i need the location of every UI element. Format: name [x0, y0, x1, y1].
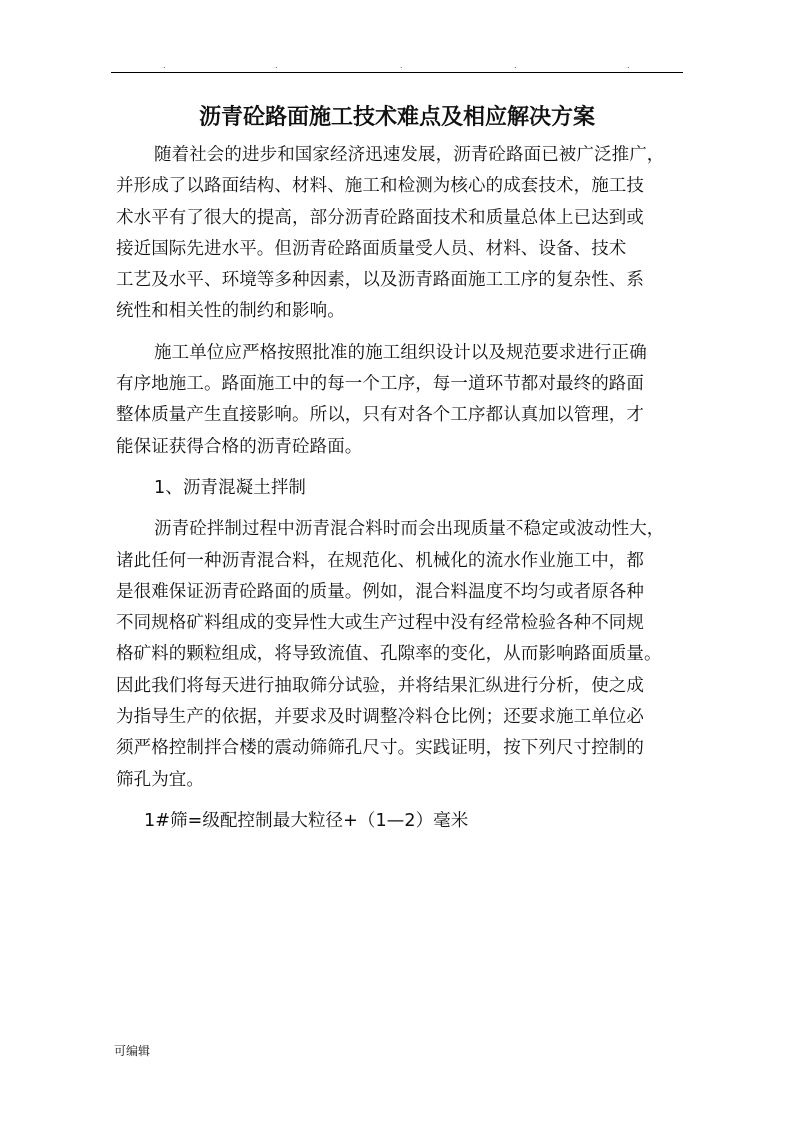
paragraph-line: 接近国际先进水平。但沥青砼路面质量受人员、材料、设备、技术 [116, 238, 627, 259]
formula-line: 1#筛=级配控制最大粒径+（1—2）毫米 [144, 810, 469, 831]
paragraph-line: 因此我们将每天进行抽取筛分试验，并将结果汇纵进行分析，使之成 [116, 675, 644, 696]
footer-editable-label: 可编辑 [114, 1044, 151, 1058]
paragraph-line: 工艺及水平、环境等多种因素，以及沥青路面施工工序的复杂性、系 [116, 270, 644, 291]
paragraph-line: 为指导生产的依据，并要求及时调整冷料仓比例；还要求施工单位必 [116, 707, 644, 728]
document-title: 沥青砼路面施工技术难点及相应解决方案 [198, 104, 595, 130]
paragraph-line: 有序地施工。路面施工中的每一个工序，每一道环节都对最终的路面 [116, 374, 644, 395]
paragraph-line: 统性和相关性的制约和影响。 [116, 301, 345, 322]
paragraph-line: 须严格控制拌合楼的震动筛筛孔尺寸。实践证明，按下列尺寸控制的 [116, 738, 644, 759]
paragraph-line: 诸此任何一种沥青混合料，在规范化、机械化的流水作业施工中，都 [116, 550, 644, 571]
document-body [116, 140, 688, 837]
header-rule [111, 72, 683, 73]
paragraph-line: 施工单位应严格按照批准的施工组织设计以及规范要求进行正确 [154, 342, 647, 363]
section-heading: 1、沥青混凝土拌制 [154, 477, 307, 498]
paragraph-line: 术水平有了很大的提高，部分沥青砼路面技术和质量总体上已达到或 [116, 207, 644, 228]
paragraph-construction [116, 338, 688, 463]
paragraph-line: 沥青砼拌制过程中沥青混合料时而会出现质量不稳定或波动性大， [154, 519, 665, 540]
paragraph-line: 整体质量产生直接影响。所以，只有对各个工序都认真加以管理，才 [116, 405, 644, 426]
paragraph-line: 不同规格矿料组成的变异性大或生产过程中没有经常检验各种不同规 [116, 613, 644, 634]
header-dot: . [400, 61, 403, 70]
paragraph-line: 筛孔为宜。 [116, 769, 204, 790]
header-dot: . [275, 61, 278, 70]
paragraph-line: 格矿料的颗粒组成，将导致流值、孔隙率的变化，从而影响路面质量。 [116, 644, 662, 665]
header-dot: . [514, 61, 517, 70]
paragraph-line: 并形成了以路面结构、材料、施工和检测为核心的成套技术，施工技 [116, 176, 644, 197]
header-dot: . [163, 61, 166, 70]
paragraph-intro [116, 140, 688, 328]
paragraph-line: 能保证获得合格的沥青砼路面。 [116, 436, 363, 457]
header-dot: . [627, 61, 630, 70]
paragraph-mixing [116, 514, 688, 796]
paragraph-line: 随着社会的进步和国家经济迅速发展，沥青砼路面已被广泛推广， [154, 145, 665, 165]
paragraph-line: 是很难保证沥青砼路面的质量。例如，混合料温度不均匀或者原各种 [116, 581, 644, 602]
